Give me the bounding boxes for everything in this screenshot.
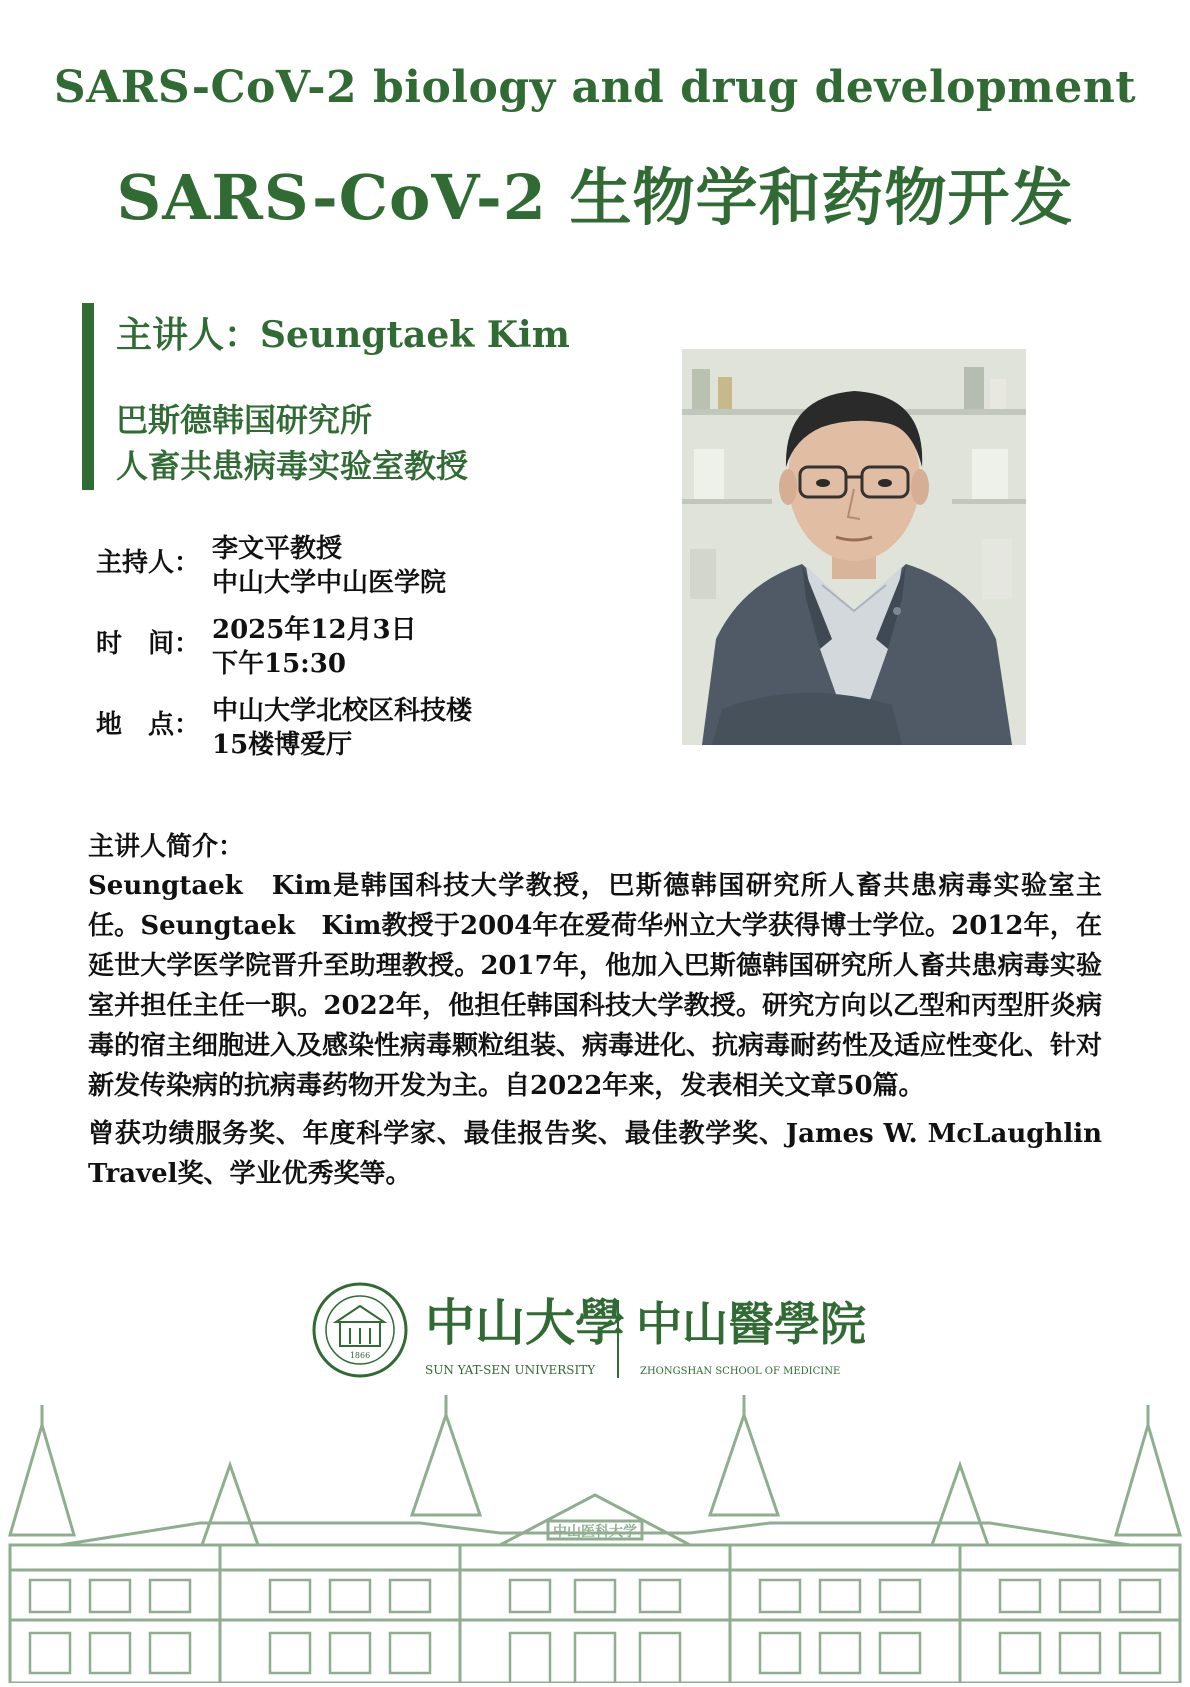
place-value	[212, 694, 472, 762]
university-seal-icon	[314, 1284, 406, 1376]
school-name-en: ZHONGSHAN SCHOOL OF MEDICINE	[640, 1366, 841, 1377]
host-label: 主持人：	[96, 548, 201, 578]
title-chinese: SARS-CoV-2 生物学和药物开发	[116, 161, 1074, 234]
time-label: 时 间：	[96, 629, 201, 659]
host-name: 李文平教授	[212, 534, 343, 564]
host-affiliation: 中山大学中山医学院	[212, 568, 447, 598]
speaker-affiliation-line2: 人畜共患病毒实验室教授	[116, 447, 469, 485]
seal-year: 1866	[349, 1351, 371, 1360]
place-room: 15楼博爱厅	[212, 730, 353, 760]
bio-paragraph-2: 曾获功绩服务奖、年度科学家、最佳报告奖、最佳教学奖、James W. McLaughlin Travel奖、学业优秀奖等。	[88, 1119, 1102, 1189]
place-building: 中山大学北校区科技楼	[212, 696, 473, 726]
time-hour: 下午15:30	[212, 649, 346, 679]
speaker-block	[82, 303, 654, 490]
time-date: 2025年12月3日	[212, 615, 417, 645]
speaker-photo	[682, 349, 1026, 745]
campus-building-illustration	[0, 1395, 1190, 1683]
portrait-illustration	[682, 349, 1026, 745]
host-value	[212, 532, 446, 600]
institution-logo	[0, 1278, 1190, 1388]
speaker-affiliation-line1: 巴斯德韩国研究所	[116, 401, 373, 439]
bio-text	[88, 866, 1102, 1194]
title-english: SARS-CoV-2 biology and drug development	[53, 62, 1137, 113]
university-name-zh: 中山大學	[425, 1293, 625, 1352]
university-name-en: SUN YAT-SEN UNIVERSITY	[425, 1363, 596, 1377]
building-sign: 中山医科大学	[553, 1524, 637, 1540]
bio-heading: 主讲人简介：	[88, 832, 245, 862]
place-label: 地 点：	[96, 710, 201, 740]
bio-paragraph-1: Seungtaek Kim是韩国科技大学教授，巴斯德韩国研究所人畜共患病毒实验室主任。Seungtaek Kim教授于2004年在爱荷华州立大学获得博士学位。2012年，在延世大学医学院晋升至助理教授。2017年，他加入巴斯德韩国研究所人畜共患病毒实验室并担任主任一职。2022年，他担任韩国科技大学教授。研究方向以乙型和丙型肝炎病毒的宿主细胞进入及感染性病毒颗粒组装、病毒进化、抗病毒耐药性及适应性变化、针对新发传染病的抗病毒药物开发为主。自2022年来，发表相关文章50篇。	[88, 871, 1103, 1101]
time-value	[212, 613, 417, 681]
school-name-zh: 中山醫學院	[636, 1297, 866, 1351]
speaker-affiliation	[116, 397, 468, 489]
speaker-name: 主讲人：Seungtaek Kim	[116, 314, 570, 356]
